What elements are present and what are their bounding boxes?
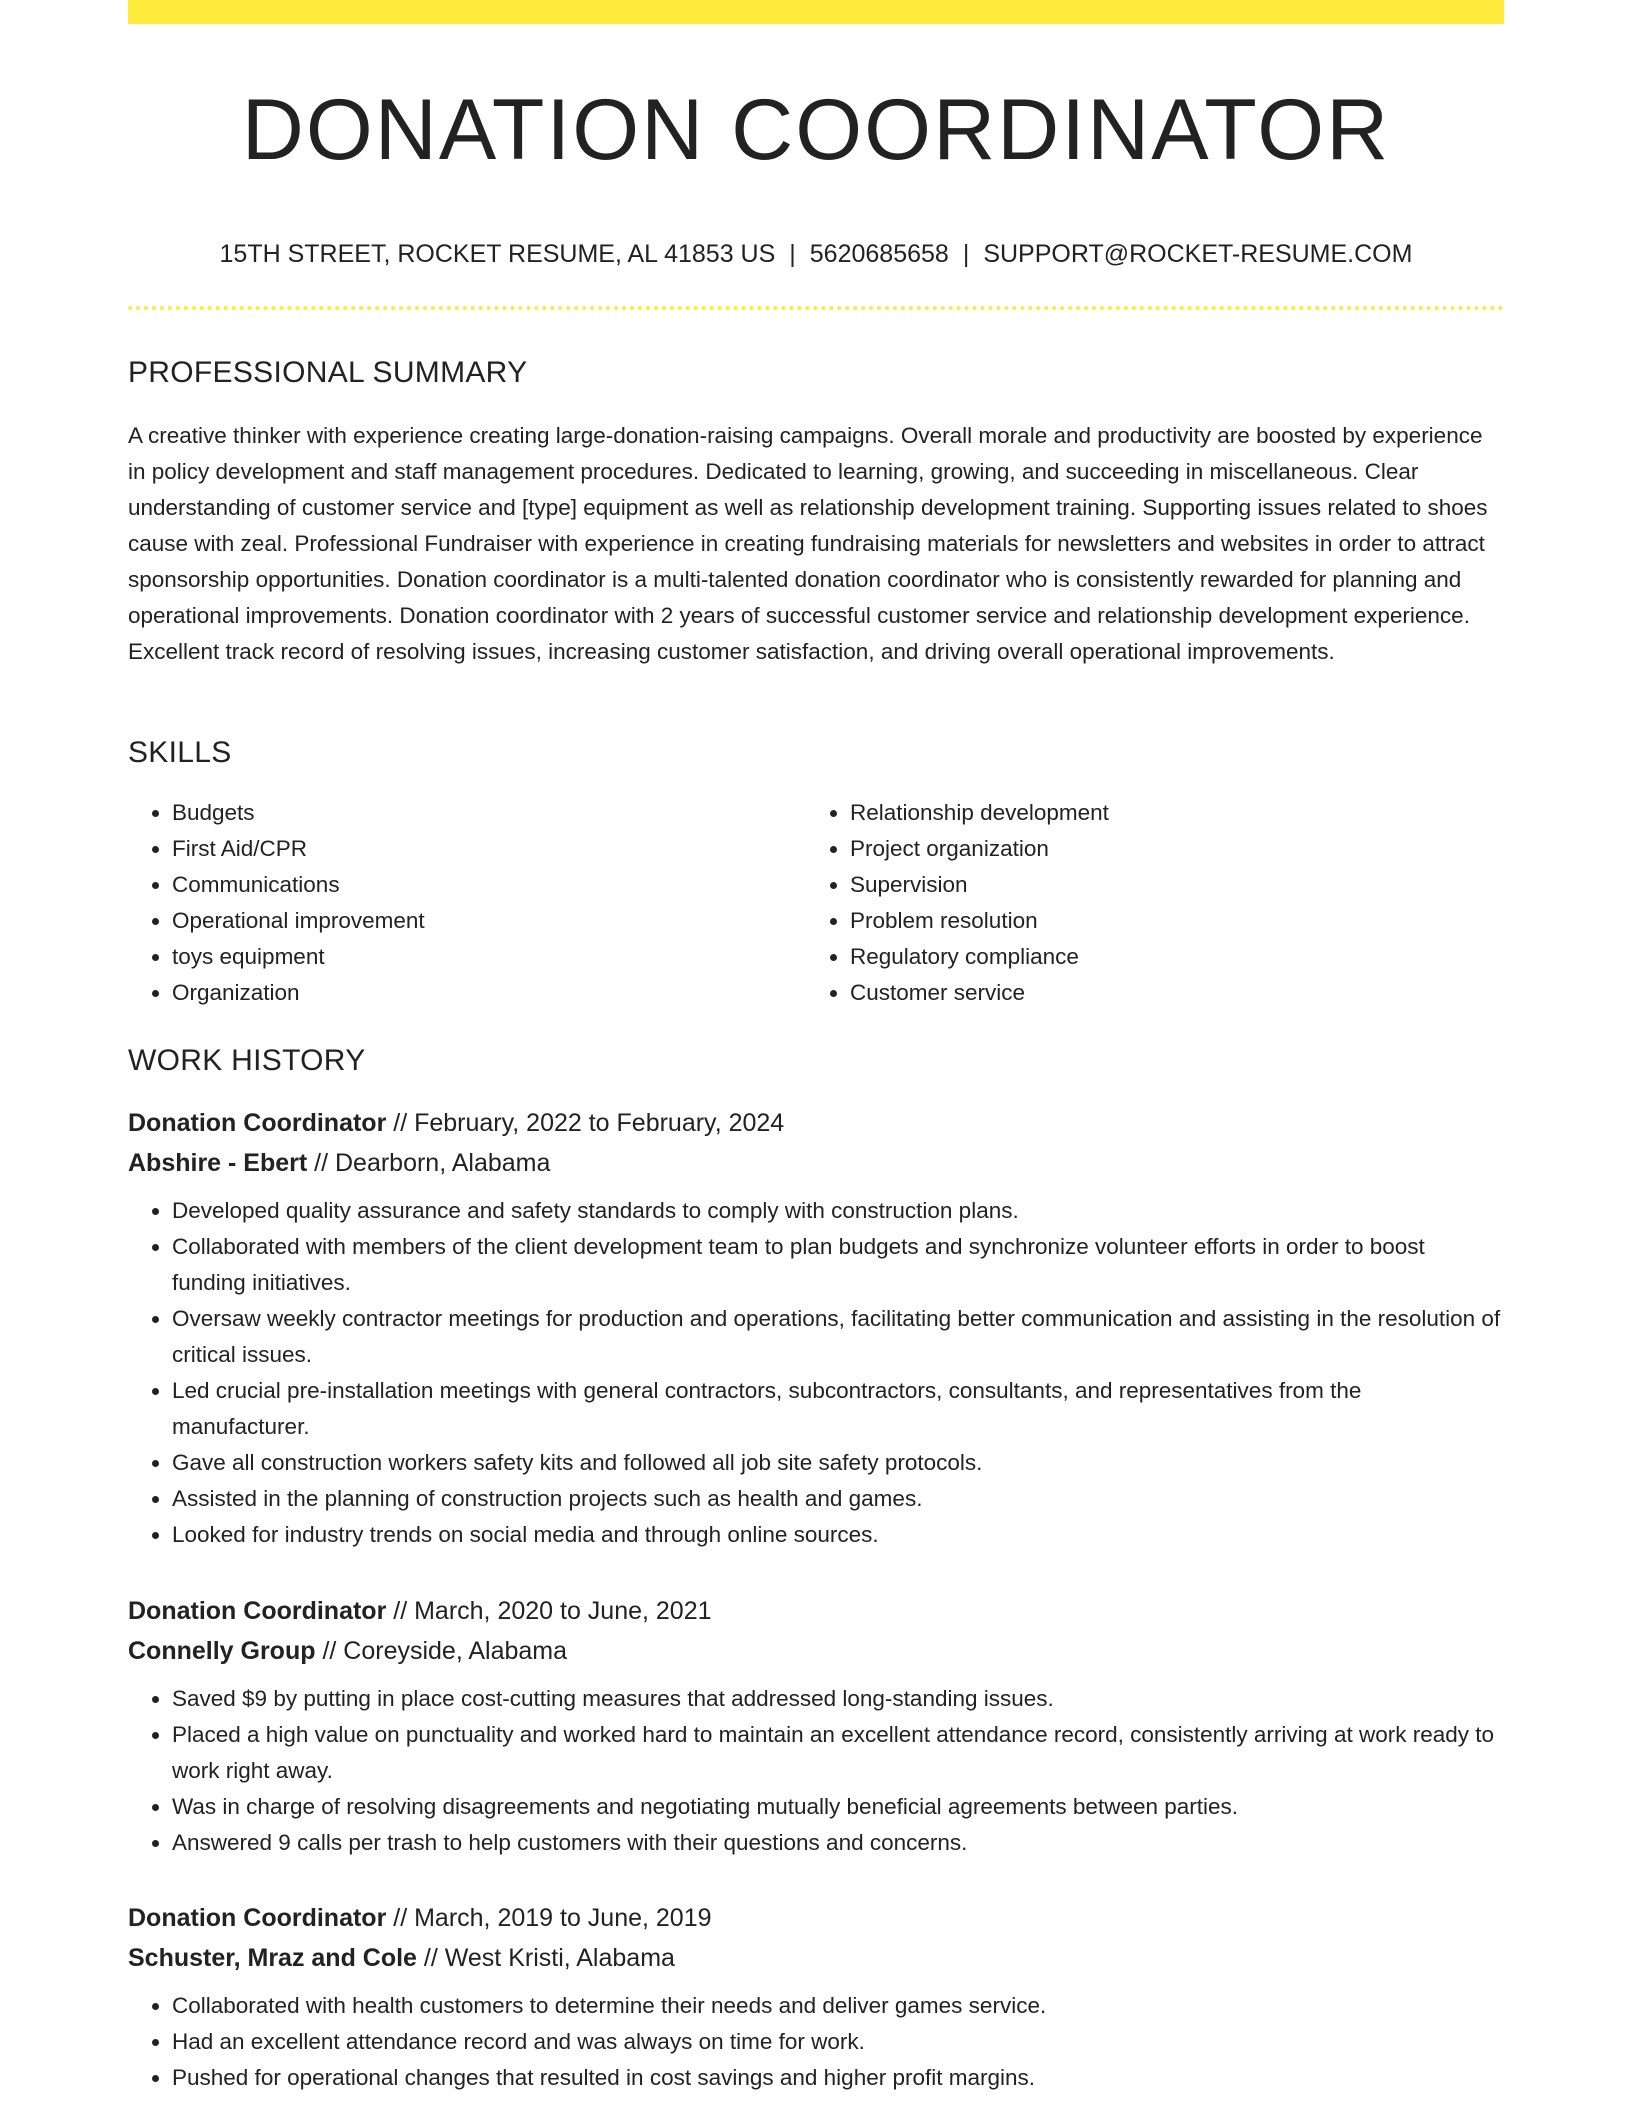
job-company: Schuster, Mraz and Cole: [128, 1944, 417, 1972]
list-item: • Assisted in the planning of construction projects such as health and games.: [172, 1481, 1504, 1517]
list-item: • Organization: [172, 975, 425, 1011]
job-location: // Dearborn, Alabama: [307, 1149, 551, 1177]
job-entry: [128, 1898, 1504, 2096]
job-company-line: [128, 1938, 1504, 1978]
list-item: • Had an excellent attendance record and was always on time for work.: [172, 2024, 1504, 2060]
list-item: • Placed a high value on punctuality and worked hard to maintain an excellent attendance record, consistently arriving at work ready to work right away.: [172, 1717, 1504, 1789]
summary-text: A creative thinker with experience creating large-donation-raising campaigns. Overall morale and productivity are boosted by experience in policy development and staff management procedures. Dedicated to learning, growing, and succeeding in miscellaneous. Clear understanding of customer service and [type] equipment as well as relationship development training. Supporting issues related to shoes cause with zeal. Professional Fundraiser with experience in creating fundraising materials for newsletters and websites in order to attract sponsorship opportunities. Donation coordinator is a multi-talented donation coordinator who is consistently rewarded for planning and operational improvements. Donation coordinator with 2 years of successful customer service and relationship development experience. Excellent track record of resolving issues, increasing customer satisfaction, and driving overall operational improvements.: [128, 423, 1488, 664]
address: 15TH STREET, ROCKET RESUME, AL 41853 US: [219, 240, 776, 268]
job-bullets: [128, 1193, 1504, 1553]
job-title-line: [128, 1591, 1504, 1631]
list-item: • Operational improvement: [172, 903, 425, 939]
list-item: • First Aid/CPR: [172, 831, 425, 867]
list-item: • Budgets: [172, 795, 425, 831]
job-title-line: [128, 1898, 1504, 1938]
contact-line: [128, 236, 1504, 272]
job-location: // West Kristi, Alabama: [416, 1944, 675, 1972]
job-title-line: [128, 1103, 1504, 1143]
list-item: • Was in charge of resolving disagreements and negotiating mutually beneficial agreements between parties.: [172, 1789, 1504, 1825]
job-company: Connelly Group: [128, 1637, 316, 1665]
page-title: DONATION COORDINATOR: [241, 82, 1391, 178]
list-item: • Saved $9 by putting in place cost-cutting measures that addressed long-standing issues.: [172, 1681, 1504, 1717]
job-company-line: [128, 1631, 1504, 1671]
list-item: • Oversaw weekly contractor meetings for production and operations, facilitating better communication and assisting in the resolution of critical issues.: [172, 1301, 1504, 1373]
skills-list-left: [128, 795, 425, 1011]
job-entry: [128, 1103, 1504, 1553]
list-item: • Communications: [172, 867, 425, 903]
list-item: • Led crucial pre-installation meetings with general contractors, subcontractors, consultants, and representatives from the manufacturer.: [172, 1373, 1504, 1445]
list-item: • Developed quality assurance and safety standards to comply with construction plans.: [172, 1193, 1504, 1229]
job-title: Donation Coordinator: [128, 1904, 387, 1932]
summary-heading: PROFESSIONAL SUMMARY: [128, 356, 528, 389]
phone: 5620685658: [809, 240, 949, 268]
job-title: Donation Coordinator: [128, 1597, 387, 1625]
skills-heading: SKILLS: [128, 736, 232, 769]
separator: |: [789, 240, 796, 268]
job-title: Donation Coordinator: [128, 1109, 387, 1137]
list-item: • Relationship development: [850, 795, 1109, 831]
list-item: • Pushed for operational changes that resulted in cost savings and higher profit margins.: [172, 2060, 1504, 2096]
list-item: • toys equipment: [172, 939, 425, 975]
job-dates: // February, 2022 to February, 2024: [386, 1109, 785, 1137]
list-item: • Gave all construction workers safety kits and followed all job site safety protocols.: [172, 1445, 1504, 1481]
job-location: // Coreyside, Alabama: [315, 1637, 568, 1665]
job-dates: // March, 2019 to June, 2019: [386, 1904, 712, 1932]
email: SUPPORT@ROCKET-RESUME.COM: [983, 240, 1413, 268]
list-item: • Answered 9 calls per trash to help customers with their questions and concerns.: [172, 1825, 1504, 1861]
job-entry: [128, 1591, 1504, 1861]
job-bullets: [128, 1988, 1504, 2096]
list-item: • Project organization: [850, 831, 1109, 867]
job-company-line: [128, 1143, 1504, 1183]
list-item: • Looked for industry trends on social media and through online sources.: [172, 1517, 1504, 1553]
list-item: • Collaborated with health customers to determine their needs and deliver games service.: [172, 1988, 1504, 2024]
list-item: • Supervision: [850, 867, 1109, 903]
job-bullets: [128, 1681, 1504, 1861]
list-item: • Collaborated with members of the client development team to plan budgets and synchronize volunteer efforts in order to boost funding initiatives.: [172, 1229, 1504, 1301]
dotted-divider: [128, 306, 1504, 310]
separator: |: [962, 240, 970, 268]
job-company: Abshire - Ebert: [128, 1149, 308, 1177]
list-item: • Problem resolution: [850, 903, 1109, 939]
skills-list-right: [806, 795, 1109, 1011]
list-item: • Regulatory compliance: [850, 939, 1109, 975]
job-dates: // March, 2020 to June, 2021: [386, 1597, 712, 1625]
accent-bar: [128, 0, 1504, 24]
list-item: • Customer service: [850, 975, 1109, 1011]
work-heading: WORK HISTORY: [128, 1044, 366, 1077]
